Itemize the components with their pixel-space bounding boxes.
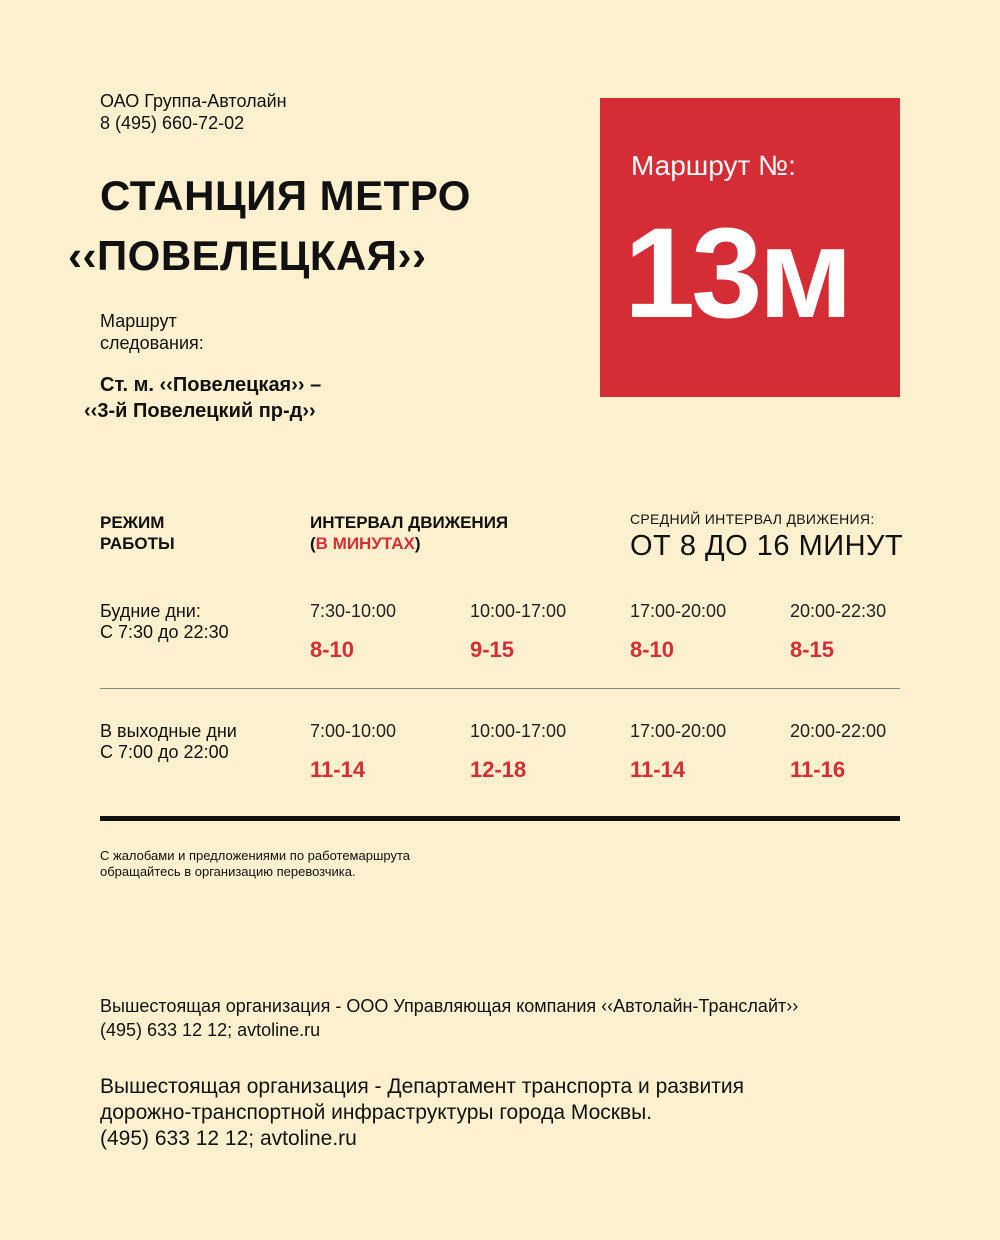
station-title-line1: СТАНЦИЯ МЕТРО	[100, 172, 471, 219]
parent-org-company-name: Вышестоящая организация - ООО Управляющая компания ‹‹Автолайн-Транслайт››	[100, 996, 799, 1016]
interval-header	[310, 512, 508, 554]
complaint-note	[100, 848, 410, 880]
row-divider	[100, 688, 900, 689]
weekend-slot-time: 20:00-22:00	[790, 721, 887, 741]
weekday-slot-interval: 8-15	[790, 637, 835, 662]
company-name: ОАО Группа-Автолайн	[100, 91, 287, 111]
route-label-line1: Маршрут	[100, 311, 177, 331]
parent-org-company	[100, 994, 798, 1042]
weekdays-label-line1: Будние дни:	[100, 601, 201, 621]
weekday-slot-time: 10:00-17:00	[470, 601, 567, 621]
mode-header	[100, 512, 175, 554]
weekend-slot-time: 7:00-10:00	[310, 721, 397, 741]
company-info	[100, 90, 287, 134]
weekday-slot-time: 17:00-20:00	[630, 601, 727, 621]
weekends-label	[100, 721, 237, 763]
parent-org-department-line1: Вышестоящая организация - Департамент транспорта и развития	[100, 1075, 744, 1098]
weekdays-hours: С 7:30 до 22:30	[100, 622, 229, 642]
complaint-note-line2: обращайтесь в организацию перевозчика.	[100, 864, 356, 879]
weekend-slot-time: 10:00-17:00	[470, 721, 567, 741]
interval-paren-open: (	[310, 534, 316, 553]
interval-units: В МИНУТАХ	[315, 534, 415, 553]
route-path-line2: ‹‹3-й Повелецкий пр-д››	[84, 400, 316, 422]
weekend-slot-interval: 11-14	[310, 757, 366, 782]
avg-interval-label: СРЕДНИЙ ИНТЕРВАЛ ДВИЖЕНИЯ:	[630, 511, 875, 527]
weekday-slot-interval: 9-15	[470, 637, 515, 662]
interval-paren-close: )	[414, 534, 421, 553]
mode-header-line2: РАБОТЫ	[100, 534, 175, 553]
route-number-label: Маршрут №:	[631, 150, 796, 181]
weekend-slot-interval: 11-14	[630, 757, 686, 782]
weekday-slot-interval: 8-10	[310, 637, 355, 662]
company-phone: 8 (495) 660-72-02	[100, 113, 245, 133]
complaint-note-line1: С жалобами и предложениями по работемаршрута	[100, 848, 411, 863]
weekend-slot-time: 17:00-20:00	[630, 721, 727, 741]
weekday-slot-time: 20:00-22:30	[790, 601, 887, 621]
station-title-line2: ‹‹ПОВЕЛЕЦКАЯ››	[68, 232, 427, 279]
weekends-hours: С 7:00 до 22:00	[100, 742, 229, 762]
weekends-label-line1: В выходные дни	[100, 721, 237, 741]
route-label	[100, 310, 204, 354]
weekend-slot-interval: 12-18	[470, 757, 527, 782]
route-number-box	[600, 98, 900, 397]
route-number: 13м	[624, 202, 850, 345]
weekday-slot-interval: 8-10	[630, 637, 675, 662]
interval-header-line1: ИНТЕРВАЛ ДВИЖЕНИЯ	[310, 513, 509, 532]
weekday-slot-time: 7:30-10:00	[310, 601, 397, 621]
section-divider	[100, 816, 900, 821]
parent-org-department-contacts: (495) 633 12 12; avtoline.ru	[100, 1127, 357, 1150]
weekdays-label	[100, 601, 229, 643]
parent-org-department	[100, 1074, 744, 1152]
interval-header-line2	[310, 533, 508, 554]
parent-org-department-line2: дорожно-транспортной инфраструктуры города Москвы.	[100, 1101, 653, 1124]
weekend-slot-interval: 11-16	[790, 757, 846, 782]
route-path-line1: Ст. м. ‹‹Повелецкая›› –	[100, 374, 322, 396]
route-path	[84, 372, 322, 424]
avg-interval-value: ОТ 8 ДО 16 МИНУТ	[630, 530, 904, 562]
station-title	[68, 166, 471, 286]
parent-org-company-contacts: (495) 633 12 12; avtoline.ru	[100, 1020, 321, 1040]
route-label-line2: следования:	[100, 333, 204, 353]
mode-header-line1: РЕЖИМ	[100, 513, 165, 532]
